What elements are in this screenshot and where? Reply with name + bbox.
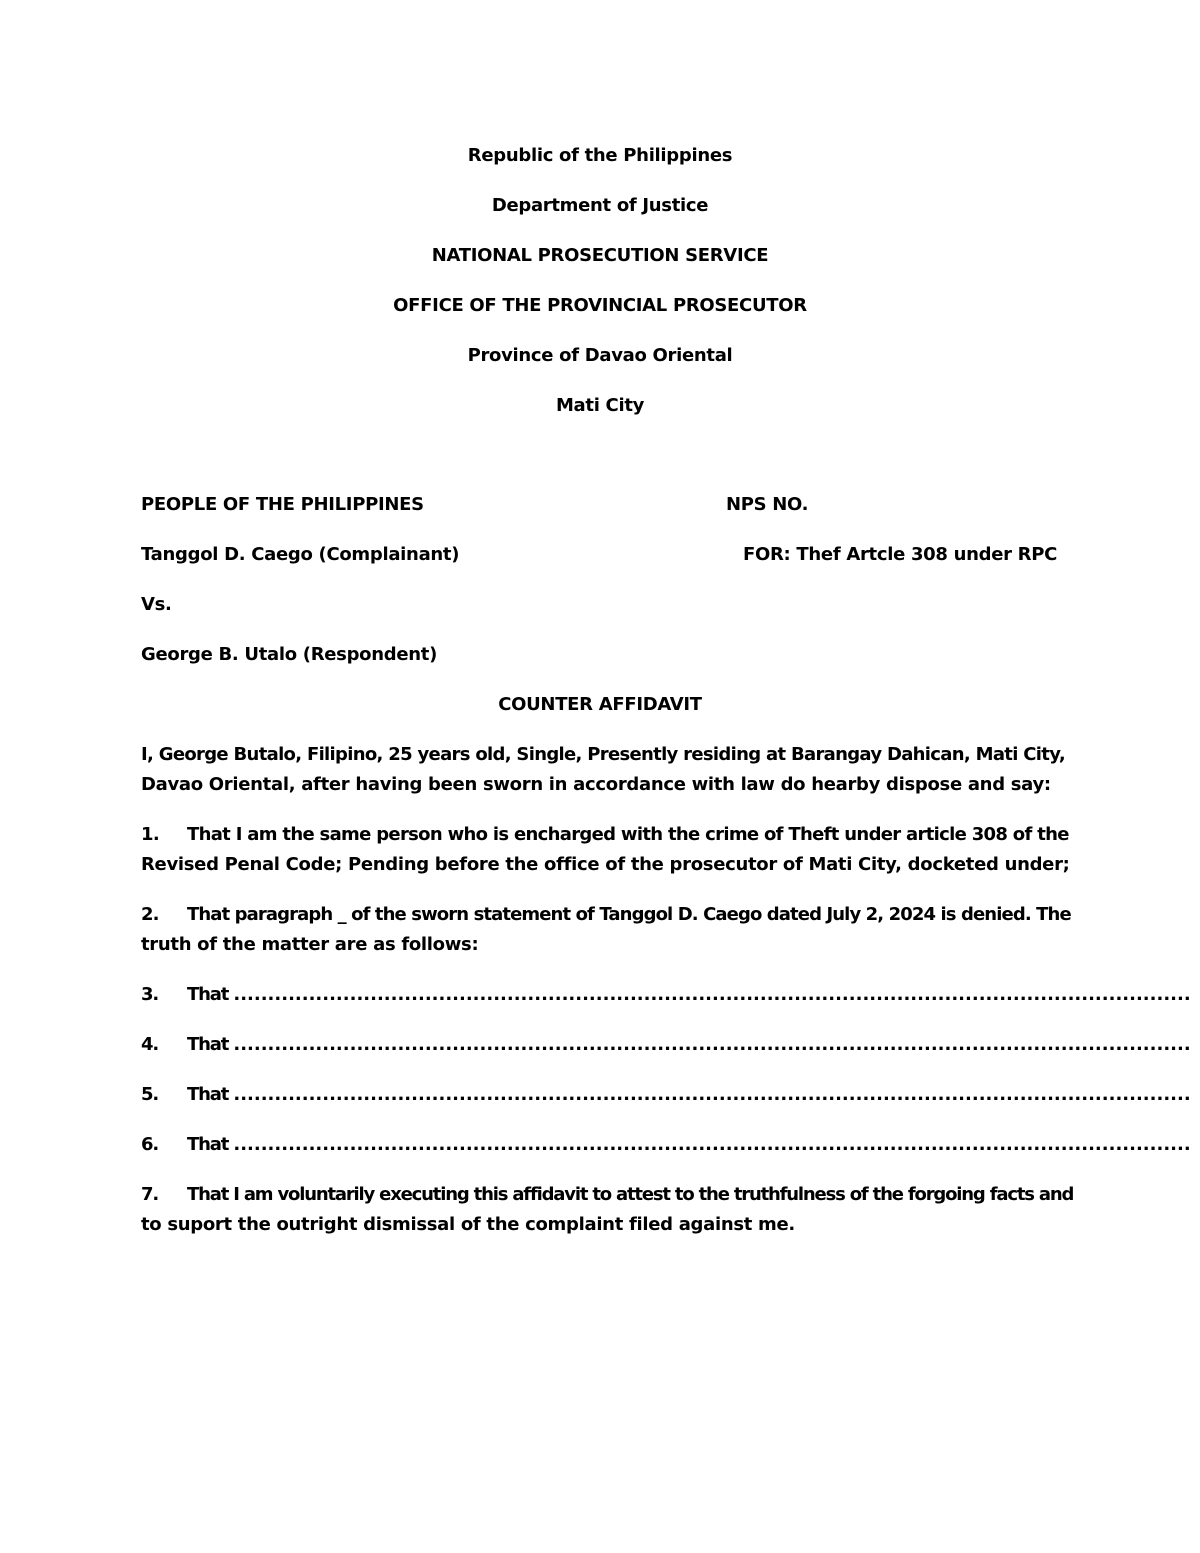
paragraph-2-text-2: truth of the matter are as follows: [141, 934, 479, 955]
caption-nps-no: NPS NO. [726, 494, 809, 515]
paragraph-1-text-2: Revised Penal Code; Pending before the office of the prosecutor of Mati City, docketed under; [141, 854, 1070, 875]
paragraph-4-number: 4. [141, 1034, 159, 1055]
caption-offense: FOR: Thef Artcle 308 under RPC [743, 544, 1058, 565]
document-title: COUNTER AFFIDAVIT [498, 694, 702, 715]
paragraph-2-text-1: That paragraph _ of the sworn statement of Tanggol D. Caego dated July 2, 2024 is denied. The [187, 904, 1071, 925]
paragraph-3-blank: ............................................................................................................................................ [233, 984, 1191, 1005]
header-office: OFFICE OF THE PROVINCIAL PROSECUTOR [393, 295, 807, 316]
paragraph-7-text-2: to suport the outright dismissal of the complaint filed against me. [141, 1214, 795, 1235]
header-nps: NATIONAL PROSECUTION SERVICE [431, 245, 769, 266]
paragraph-2-number: 2. [141, 904, 159, 925]
paragraph-5-number: 5. [141, 1084, 159, 1105]
paragraph-6-text: That [187, 1134, 229, 1155]
paragraph-5-text: That [187, 1084, 229, 1105]
paragraph-5 [141, 1084, 1191, 1106]
paragraph-7-first-line [141, 1184, 1073, 1206]
intro-line-1: I, George Butalo, Filipino, 25 years old, Single, Presently residing at Barangay Dahican, Mati City, [141, 744, 1065, 765]
caption-versus: Vs. [141, 594, 172, 615]
caption-plaintiff: PEOPLE OF THE PHILIPPINES [141, 494, 424, 515]
paragraph-6-number: 6. [141, 1134, 159, 1155]
paragraph-3-text: That [187, 984, 229, 1005]
header-province: Province of Davao Oriental [467, 345, 733, 366]
paragraph-2-first-line [141, 904, 1071, 926]
intro-line-2: Davao Oriental, after having been sworn in accordance with law do hearby dispose and say: [141, 774, 1051, 795]
paragraph-6-blank: ............................................................................................................................................ [233, 1134, 1191, 1155]
header-republic: Republic of the Philippines [467, 145, 733, 166]
paragraph-1-number: 1. [141, 824, 159, 845]
paragraph-6 [141, 1134, 1191, 1156]
paragraph-4-text: That [187, 1034, 229, 1055]
paragraph-7-text-1: That I am voluntarily executing this affidavit to attest to the truthfulness of the forgoing facts and [187, 1184, 1074, 1205]
paragraph-7-number: 7. [141, 1184, 159, 1205]
paragraph-5-blank: ............................................................................................................................................ [233, 1084, 1191, 1105]
paragraph-1-first-line [141, 824, 1069, 846]
header-city: Mati City [555, 395, 645, 416]
header-department: Department of Justice [491, 195, 709, 216]
paragraph-4 [141, 1034, 1191, 1056]
paragraph-4-blank: ............................................................................................................................................ [233, 1034, 1191, 1055]
paragraph-3 [141, 984, 1191, 1006]
paragraph-1-text-1: That I am the same person who is encharged with the crime of Theft under article 308 of the [187, 824, 1069, 845]
paragraph-3-number: 3. [141, 984, 159, 1005]
caption-complainant: Tanggol D. Caego (Complainant) [141, 544, 460, 565]
caption-respondent: George B. Utalo (Respondent) [141, 644, 437, 665]
